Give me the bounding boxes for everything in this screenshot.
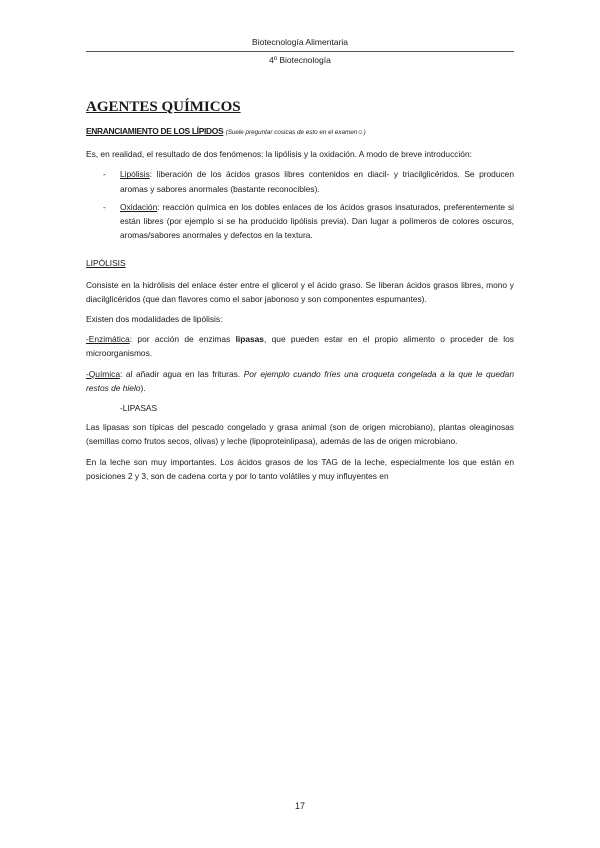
bullet-marker: - <box>103 201 106 212</box>
subsection-heading <box>86 124 514 140</box>
enzymatic-text: : por acción de enzimas <box>129 334 236 345</box>
lipasas-paragraph: Las lipasas son típicas del pescado congelado y grasa animal (son de origen microbiano), plantas oleaginosas (semillas como frutos secos, olivas) y leche (lipoproteinlipasa), además de las de origen microbiano. <box>86 422 514 447</box>
enzymatic-text-end: , que pueden estar en el propio alimento o proceder de los microorganismos. <box>86 334 514 359</box>
chemical-paragraph <box>86 367 514 395</box>
enzymatic-term: -Enzimática <box>86 334 130 345</box>
bullet-term: Lipólisis <box>120 169 150 180</box>
chemical-text: : al añadir agua en las frituras. <box>119 368 244 379</box>
page-number: 17 <box>294 801 305 811</box>
lipasas-heading: -LIPASAS <box>120 403 158 414</box>
chemical-term: -Química <box>86 368 120 379</box>
subsection-note: (Suele preguntar cosicas de esto en el examen☺) <box>225 129 366 136</box>
bullet-text: : liberación de los ácidos grasos libres contenidos en diacil- y triacilglicéridos. Se producen aromas y sabores anormales (bastante reconocibles). <box>120 169 514 194</box>
subsection-heading-text: ENRANCIAMIENTO DE LOS LÍPIDOS <box>86 126 224 136</box>
modalities-paragraph: Existen dos modalidades de lipólisis: <box>86 314 223 325</box>
chemical-text-end: ). <box>140 382 146 393</box>
page-body <box>86 98 514 489</box>
bullet-term: Oxidación <box>120 201 158 212</box>
list-item <box>86 200 514 243</box>
bullet-list <box>86 167 514 242</box>
header-title: Biotecnología Alimentaria <box>252 37 348 47</box>
section-title: AGENTES QUÍMICOS <box>86 99 241 115</box>
intro-paragraph: Es, en realidad, el resultado de dos fenómenos: la lipólisis y la oxidación. A modo de breve introducción: <box>86 149 472 160</box>
lipolisis-heading: LIPÓLISIS <box>86 258 126 269</box>
header-divider <box>86 51 514 52</box>
milk-paragraph: En la leche son muy importantes. Los ácidos grasos de los TAG de la leche, especialmente los que están en posiciones 2 y 3, son de cadena corta y por lo tanto volátiles y muy influyentes en <box>86 456 514 481</box>
bullet-marker: - <box>103 169 106 180</box>
bullet-text: : reacción química en los dobles enlaces de los ácidos grasos insaturados, preferentemente si están libres (por ejemplo si se ha producido lipólisis previa). Dan lugar a polímeros de colores oscuros, aromas/sabores anormales y defectos en la textura. <box>120 201 514 241</box>
header-subtitle: 4º Biotecnología <box>269 55 331 65</box>
lipasas-bold: lipasas <box>235 334 264 345</box>
list-item <box>86 167 514 195</box>
enzymatic-paragraph <box>86 332 514 360</box>
lipolisis-paragraph: Consiste en la hidrólisis del enlace éster entre el glicerol y el ácido graso. Se liberan ácidos grasos libres, mono y diacilglicéridos (que dan flavores como el sabor jabonoso y son componentes espumantes). <box>86 279 514 304</box>
chemical-example: Por ejemplo cuando fríes una croqueta congelada a la que le quedan restos de hielo <box>86 368 514 393</box>
